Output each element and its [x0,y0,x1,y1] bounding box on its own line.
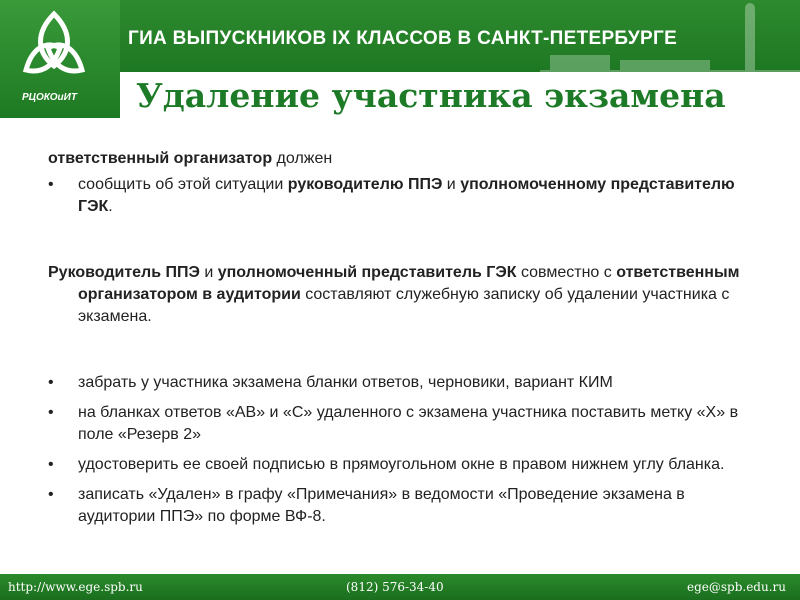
bullet-text: записать «Удален» в графу «Примечания» в ведомости «Проведение экзамена в аудитории ППЭ» по форме ВФ-8. [78,486,685,525]
slide-content [48,148,748,528]
footer-email-link[interactable]: ege@spb.edu.ru [686,580,786,594]
bullet-icon: • [48,374,54,391]
bold-text: уполномоченный представитель ГЭК [217,264,517,281]
intro-rest: должен [272,150,333,167]
bullet-icon: • [48,404,54,421]
bullet-icon: • [48,456,54,473]
bullet-collect [48,372,748,394]
bold-text: уполномоченному представителю ГЭК [78,176,735,215]
text: . [108,198,113,215]
header-title: ГИА ВЫПУСКНИКОВ IX КЛАССОВ В САНКТ-ПЕТЕРБУРГЕ [128,28,678,49]
bullet-mark-reserve [48,402,748,446]
bullet-sign [48,454,748,476]
text: и [442,176,461,193]
bullet-icon: • [48,176,54,193]
logo [0,0,120,118]
bullet-text: удостоверить ее своей подписью в прямоугольном окне в правом нижнем углу бланка. [78,456,725,473]
bold-text: Руководитель ППЭ [48,264,200,281]
bullet-text: забрать у участника экзамена бланки ответов, черновики, вариант КИМ [78,374,613,391]
text: совместно с [516,264,617,281]
bullet-record [48,484,748,528]
paragraph-memo [48,262,748,328]
text: сообщить об этой ситуации [78,176,288,193]
text: составляют служебную записку об удалении участника с экзамена. [78,286,730,325]
bullet-text: на бланках ответов «АВ» и «С» удаленного с экзамена участника поставить метку «Х» в поле «Резерв 2» [78,404,739,443]
intro-bold: ответственный организатор [48,150,273,167]
bullet-icon: • [48,486,54,503]
bold-text: ответственным организатором в аудитории [78,264,740,303]
bold-text: руководителю ППЭ [287,176,443,193]
logo-text: РЦОКОиИТ [22,92,77,103]
text: и [199,264,218,281]
footer-url-link[interactable]: http://www.ege.spb.ru [8,580,143,594]
intro-line [48,148,748,170]
bullet-notify [48,174,748,218]
trefoil-logo-icon [14,8,94,88]
footer [0,574,800,600]
slide-title: Удаление участника экзамена [136,76,726,115]
footer-phone: (812) 576-34-40 [346,580,444,594]
